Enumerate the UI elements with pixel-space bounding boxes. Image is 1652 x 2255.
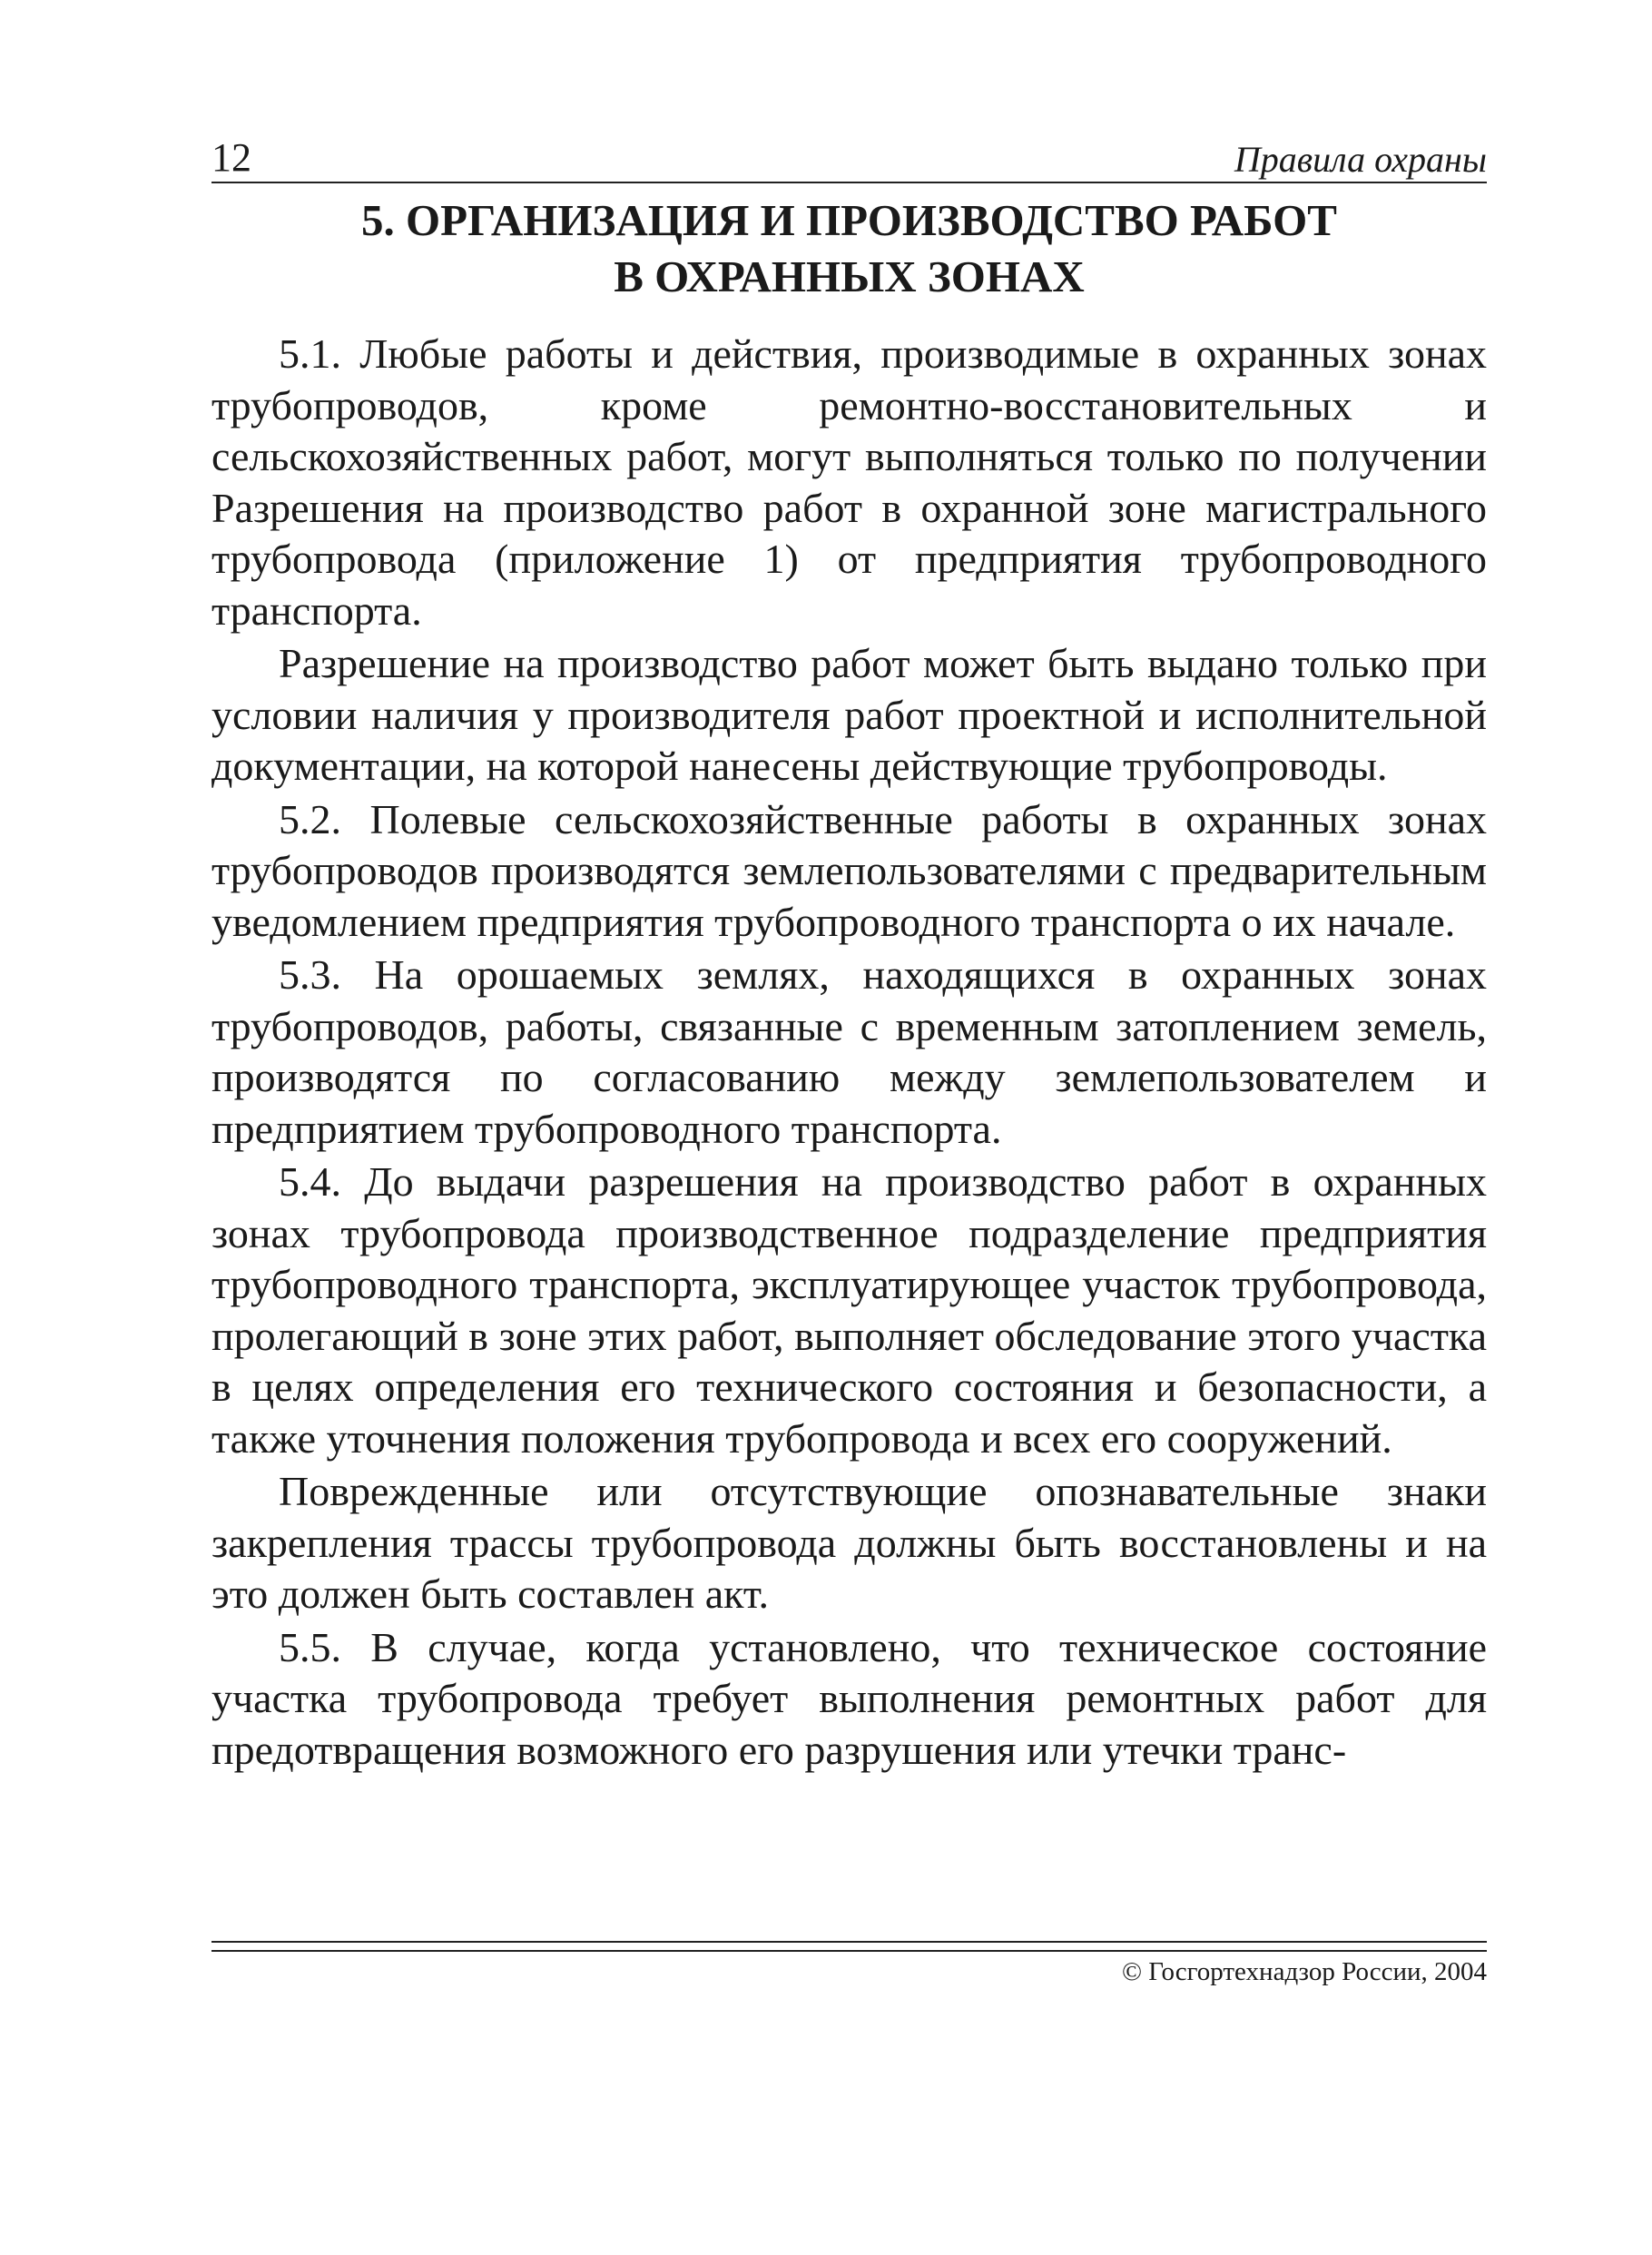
paragraph-5-4-signs: Поврежденные или отсутствующие опознавательные знаки закрепления трассы трубопровода должны быть восстановлены и на это должен быть составлен акт. — [211, 1468, 1487, 1617]
running-title: Правила охраны — [1234, 139, 1487, 180]
section-title-line-2: В ОХРАННЫХ ЗОНАХ — [614, 251, 1085, 301]
paragraph-5-3: 5.3. На орошаемых землях, находящихся в охранных зонах трубопроводов, работы, связанные с временным затоплением земель, производятся по согласованию между землепользователем и предприятием трубопроводного транспорта. — [211, 951, 1487, 1152]
section-title — [211, 192, 1487, 305]
copyright-notice: © Госгортехнадзор России, 2004 — [1122, 1957, 1487, 1986]
paragraph-5-1: 5.1. Любые работы и действия, производимые в охранных зонах трубопроводов, кроме ремонтно-восстановительных и сельскохозяйственных работ, могут выполняться только по получении Разрешения на производство работ в охранной зоне магистрального трубопровода (приложение 1) от предприятия трубопроводного транспорта. — [211, 330, 1487, 634]
paragraph-5-2: 5.2. Полевые сельскохозяйственные работы в охранных зонах трубопроводов производятся землепользователями с предварительным уведомлением предприятия трубопроводного транспорта о их начале. — [211, 795, 1487, 945]
paragraph-5-1-permit: Разрешение на производство работ может быть выдано только при условии наличия у производителя работ проектной и исполнительной документации, на которой нанесены действующие трубопроводы. — [211, 640, 1487, 789]
page-header — [211, 134, 1487, 183]
paragraph-5-5: 5.5. В случае, когда установлено, что техническое состояние участка трубопровода требует выполнения ремонтных работ для предотвращения возможного его разрушения или утечки транс- — [211, 1623, 1487, 1773]
footer-rule — [211, 1941, 1487, 1952]
section-title-line-1: 5. ОРГАНИЗАЦИЯ И ПРОИЗВОДСТВО РАБОТ — [361, 195, 1337, 245]
paragraph-5-4: 5.4. До выдачи разрешения на производство работ в охранных зонах трубопровода производственное подразделение предприятия трубопроводного транспорта, эксплуатирующее участок трубопровода, пролегающий в зоне этих работ, выполняет обследование этого участка в целях определения его технического состояния и безопасности, а также уточнения положения трубопровода и всех его сооружений. — [211, 1158, 1487, 1462]
page-number: 12 — [211, 135, 251, 180]
body-text — [211, 329, 1487, 1777]
